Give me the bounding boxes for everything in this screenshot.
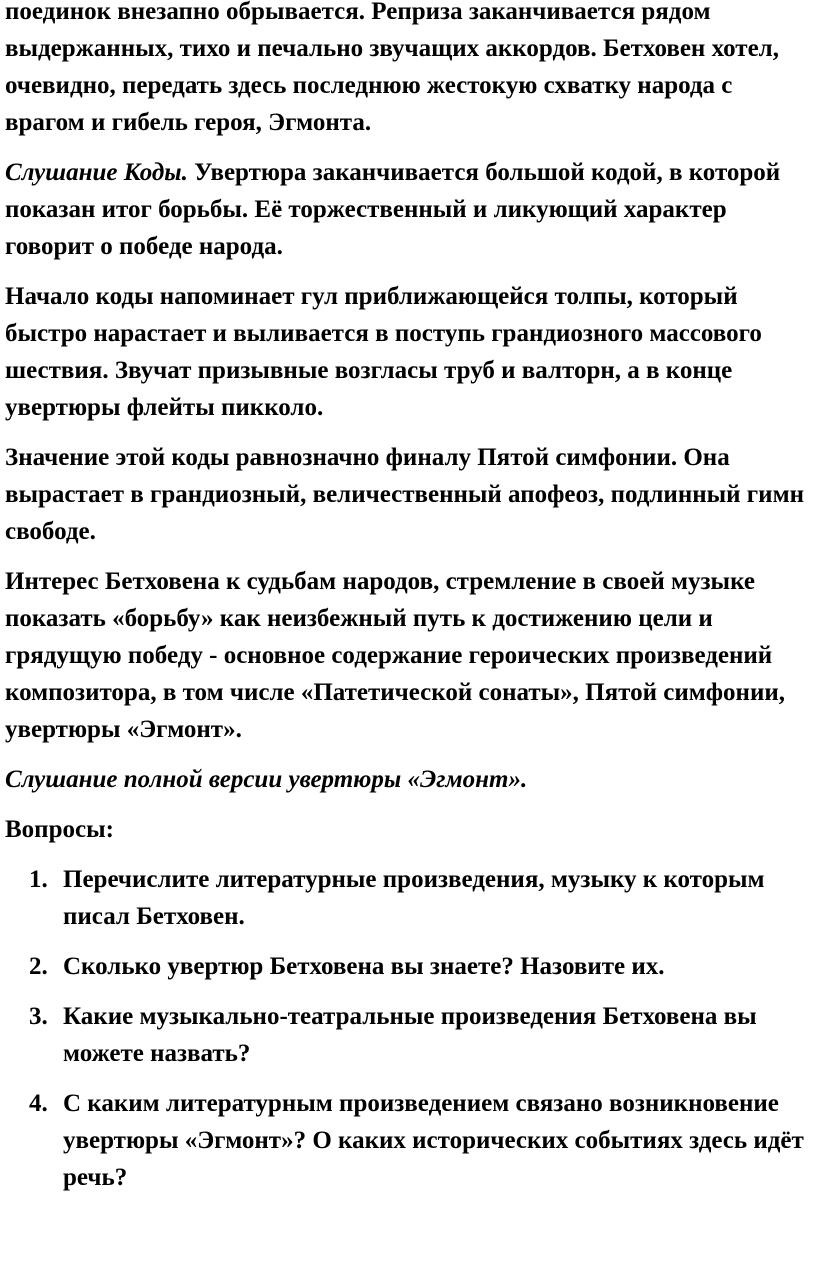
list-item (5, 1085, 811, 1196)
questions-heading: Вопросы: (5, 816, 114, 843)
question-text: С каким литературным произведением связано возникновение увертюры «Эгмонт»? О каких исторических событиях здесь идёт речь? (63, 1090, 804, 1191)
list-item (5, 948, 811, 985)
list-item (5, 861, 811, 935)
question-text: Какие музыкально-театральные произведения Бетховена вы можете назвать? (63, 1003, 757, 1067)
list-item (5, 998, 811, 1072)
paragraph-beethoven-interest: Интерес Бетховена к судьбам народов, стремление в своей музыке показать «борьбу» как неизбежный путь к достижению цели и грядущую победу - основное содержание героических произведений композитора, в том числе «Патетической сонаты», Пятой симфонии, увертюры «Эгмонт». (5, 568, 786, 743)
document-page (5, 0, 811, 1196)
paragraph-coda-meaning: Значение этой коды равнозначно финалу Пятой симфонии. Она вырастает в грандиозный, величественный апофеоз, подлинный гимн свободе. (5, 444, 804, 545)
coda-description: Увертюра заканчивается большой кодой, в которой показан итог борьбы. Её торжественный и ликующий характер говорит о победе народа. (5, 159, 781, 260)
paragraph-reprise: поединок внезапно обрывается. Реприза заканчивается рядом выдержанных, тихо и печально звучащих аккордов. Бетховен хотел, очевидно, передать здесь последнюю жестокую схватку народа с врагом и гибель героя, Эгмонта. (5, 0, 779, 136)
paragraph-coda (5, 154, 811, 265)
question-text: Сколько увертюр Бетховена вы знаете? Назовите их. (63, 953, 665, 980)
question-text: Перечислите литературные произведения, музыку к которым писал Бетховен. (63, 866, 765, 930)
paragraph-full-listening: Слушание полной версии увертюры «Эгмонт». (5, 766, 528, 793)
paragraph-coda-beginning: Начало коды напоминает гул приближающейся толпы, который быстро нарастает и выливается в поступь грандиозного массового шествия. Звучат призывные возгласы труб и валторн, а в конце увертюры флейты пикколо. (5, 283, 762, 421)
questions-list (5, 861, 811, 1196)
question-number: 3. (29, 1003, 48, 1030)
coda-listening-label: Слушание Коды. (5, 159, 188, 186)
question-number: 1. (29, 866, 48, 893)
question-number: 4. (29, 1090, 48, 1117)
question-number: 2. (29, 953, 48, 980)
